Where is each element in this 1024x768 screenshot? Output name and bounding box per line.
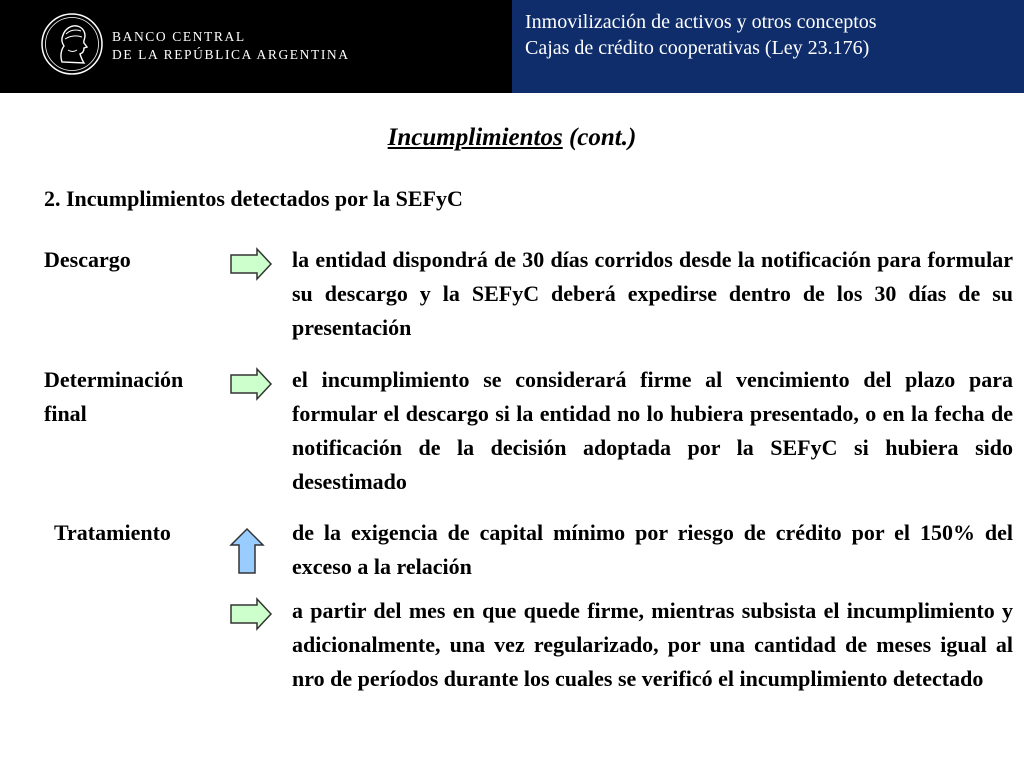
bank-name-line2: DE LA REPÚBLICA ARGENTINA [112,47,350,62]
bank-name [112,28,350,64]
arrow-right-icon [229,247,273,281]
arrow-right-icon [229,367,273,401]
header-title-line1: Inmovilización de activos y otros conceptos [525,11,877,33]
term-descargo: Descargo [44,247,131,272]
term-tratamiento: Tratamiento [54,520,171,545]
bank-name-line1: BANCO CENTRAL [112,29,246,44]
republic-profile-seal-icon [40,12,104,76]
header-brand-panel [0,0,512,93]
term-determinacion-line1: Determinación [44,367,184,392]
determinacion-text: el incumplimiento se considerará firme al vencimiento del plazo para formular el descargo si la entidad no lo hubiera presentado, o en la fecha de notificación de la decisión adoptada por la SEFyC si hubiera sido desestimado [292,367,1013,494]
slide-title-main: Incumplimientos [387,124,563,151]
term-determinacion-final [44,363,183,431]
arrow-up-icon [229,527,265,575]
tratamiento-text-1: de la exigencia de capital mínimo por riesgo de crédito por el 150% del exceso a la relación [292,520,1013,579]
section-subtitle: 2. Incumplimientos detectados por la SEFyC [44,186,463,211]
descargo-text: la entidad dispondrá de 30 días corridos desde la notificación para formular su descargo y la SEFyC deberá expedirse dentro de los 30 días de su presentación [292,247,1013,340]
arrow-right-icon [229,597,273,631]
header-title [525,9,877,61]
slide-title-suffix: (cont.) [562,124,637,151]
tratamiento-text-2: a partir del mes en que quede firme, mientras subsista el incumplimiento y adicionalmente, una vez regularizado, por una cantidad de meses igual al nro de períodos durante los cuales se verificó el incumplimiento detectado [292,598,1013,691]
header-title-line2: Cajas de crédito cooperativas (Ley 23.176) [525,37,870,59]
term-determinacion-line2: final [44,401,87,426]
slide-header [0,0,1024,93]
slide-title [0,124,1024,152]
